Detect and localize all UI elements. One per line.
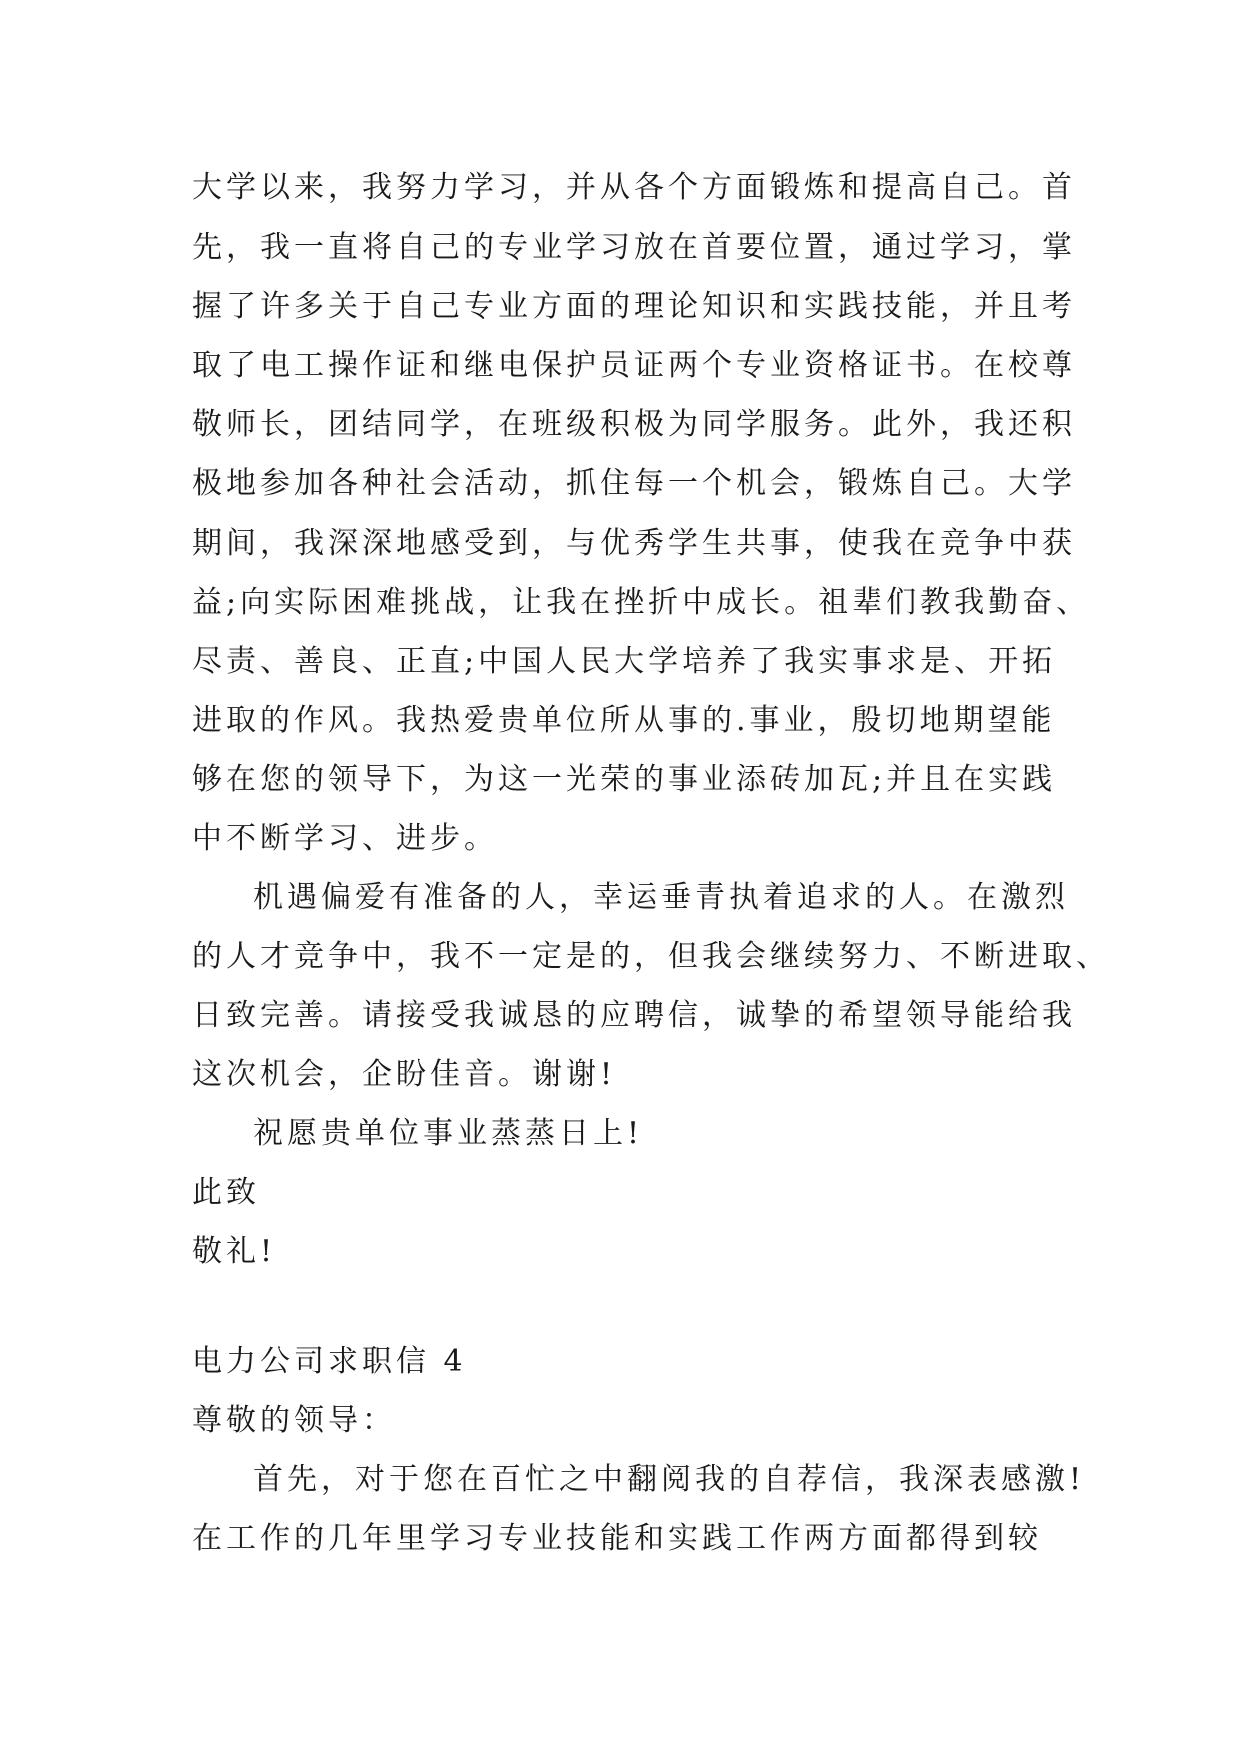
text-line: 尽责、善良、正直;中国人民大学培养了我实事求是、开拓 [192,644,1057,679]
text-line: 敬礼! [192,1234,277,1269]
text-line: 够在您的领导下，为这一光荣的事业添砖加瓦;并且在实践 [192,762,1057,797]
text-line: 期间，我深深地感受到，与优秀学生共事，使我在竞争中获 [192,526,1076,561]
text-line: 取了电工操作证和继电保护员证两个专业资格证书。在校尊 [192,348,1076,383]
text-line: 中不断学习、进步。 [192,821,498,856]
text-line: 握了许多关于自己专业方面的理论知识和实践技能，并且考 [192,289,1076,324]
text-line: 机遇偏爱有准备的人，幸运垂青执着追求的人。在激烈 [253,880,1069,915]
salutation: 尊敬的领导： [192,1403,396,1438]
text-line: 日致完善。请接受我诚恳的应聘信，诚挚的希望领导能给我 [192,998,1076,1033]
text-line: 益;向实际困难挑战，让我在挫折中成长。祖辈们教我勤奋、 [192,585,1091,620]
text-line: 的人才竞争中，我不一定是的，但我会继续努力、不断进取、 [192,939,1110,974]
text-line: 祝愿贵单位事业蒸蒸日上! [253,1116,644,1151]
text-line: 首先，对于您在百忙之中翻阅我的自荐信，我深表感激! [253,1462,1086,1497]
section-heading: 电力公司求职信 4 [192,1344,467,1379]
text-line: 进取的作风。我热爱贵单位所从事的.事业，殷切地期望能 [192,703,1056,738]
text-line: 极地参加各种社会活动，抓住每一个机会，锻炼自己。大学 [192,466,1076,501]
text-line: 在工作的几年里学习专业技能和实践工作两方面都得到较 [192,1521,1042,1556]
text-line: 这次机会，企盼佳音。谢谢! [192,1057,617,1092]
text-line: 先，我一直将自己的专业学习放在首要位置，通过学习，掌 [192,230,1076,265]
text-line: 此致 [192,1175,260,1210]
text-line: 大学以来，我努力学习，并从各个方面锻炼和提高自己。首 [192,170,1076,205]
text-line: 敬师长，团结同学，在班级积极为同学服务。此外，我还积 [192,407,1076,442]
